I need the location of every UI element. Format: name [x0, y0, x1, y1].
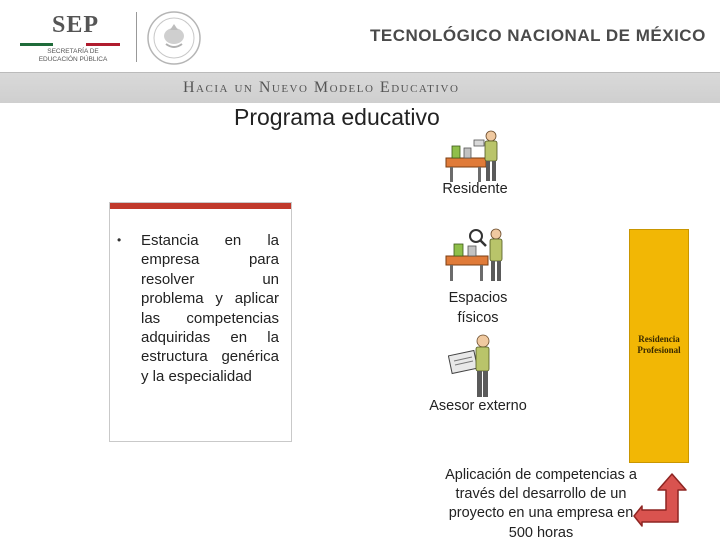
figure-label-residente: Residente: [442, 181, 508, 197]
banner: [0, 72, 720, 103]
u-turn-arrow-icon: [632, 470, 690, 528]
banner-text: Hacia un Nuevo Modelo Educativo: [183, 79, 460, 96]
worker-at-conveyor-icon: [444, 128, 502, 184]
application-text: Aplicación de competencias a través del desarrollo de un proyecto en una empresa en 500 horas: [445, 467, 637, 541]
bullet-marker: •: [117, 233, 122, 247]
card-accent-bar: [110, 203, 291, 209]
figure-label-espacios: [428, 288, 528, 328]
residencia-profesional-label: Residencia Profesional: [637, 334, 681, 355]
sep-logo: [18, 10, 128, 65]
figure-label-asesor: Asesor externo: [429, 398, 527, 414]
figure-label-espacios-text: Espacios físicos: [448, 290, 508, 326]
card-bullet-text: Estancia en la empresa para resolver un problema y aplicar las competencias adquiridas en la estructura genérica y la especialidad: [141, 232, 279, 385]
sep-logo-stripe: [20, 43, 120, 46]
header: [0, 0, 720, 72]
sep-subtitle-line2: EDUCACIÓN PÚBLICA: [38, 56, 108, 63]
sep-subtitle-line1: SECRETARÍA DE: [47, 48, 99, 55]
institution-name: TECNOLÓGICO NACIONAL DE MÉXICO: [370, 26, 706, 45]
sep-subtitle: [18, 48, 128, 64]
coat-of-arms-icon: [146, 10, 202, 66]
header-divider: [136, 12, 137, 62]
inspector-conveyor-icon: [444, 226, 508, 284]
description-card: [109, 202, 292, 442]
residencia-profesional-bar: [629, 229, 689, 463]
sep-logo-word: SEP: [52, 12, 100, 38]
person-with-chart-icon: [448, 333, 496, 399]
page-title: Programa educativo: [234, 104, 440, 130]
